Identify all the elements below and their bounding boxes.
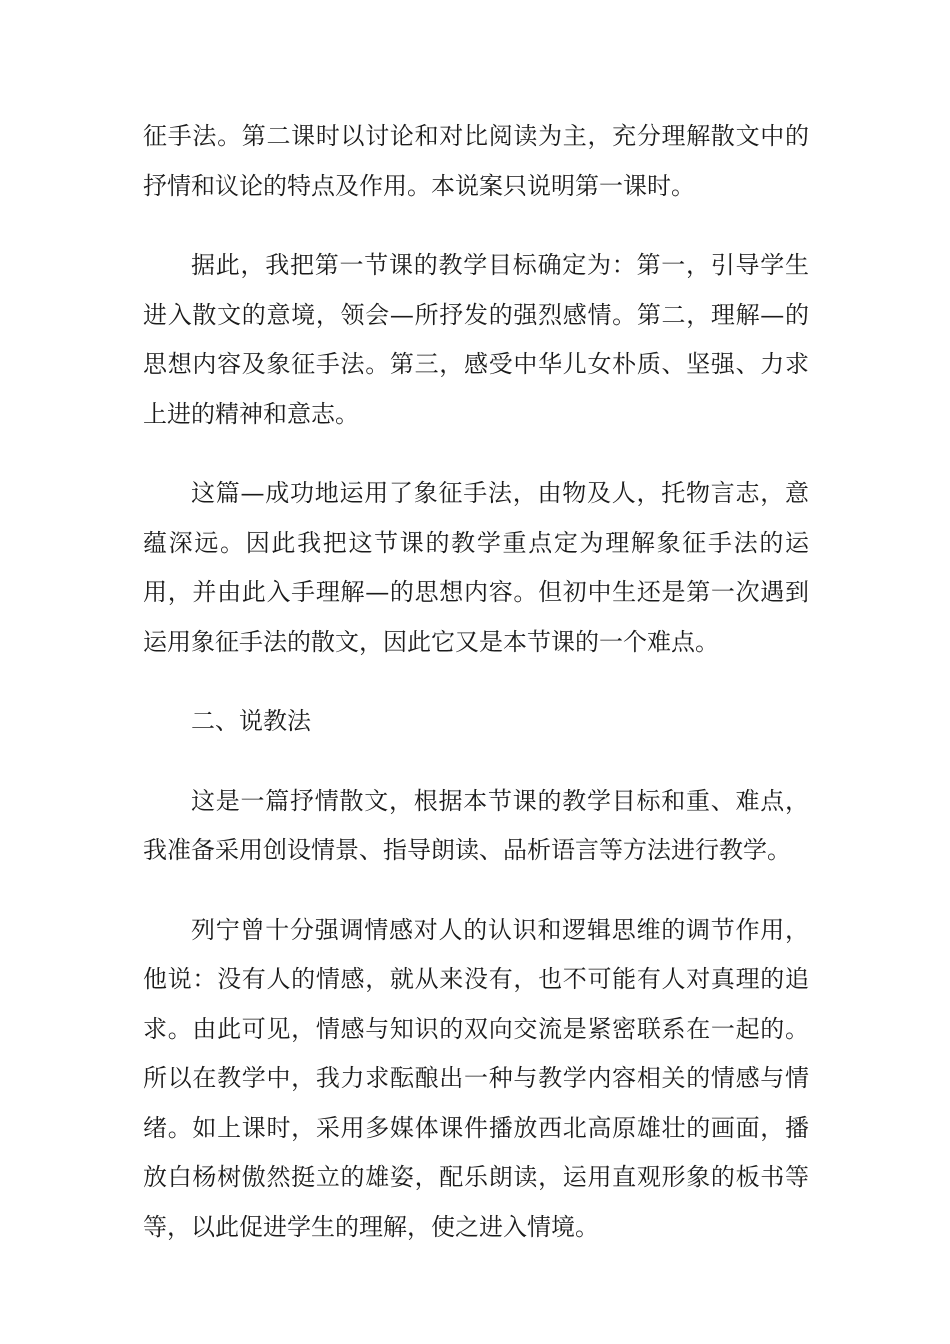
paragraph-method-intro: 这是一篇抒情散文，根据本节课的教学目标和重、难点，我准备采用创设情景、指导朗读、品析语言等方法进行教学。	[143, 786, 809, 864]
document-body	[143, 112, 809, 1282]
paragraph-teaching-goals: 据此，我把第一节课的教学目标确定为：第一，引导学生进入散文的意境，领会—所抒发的强烈感情。第二，理解—的思想内容及象征手法。第三，感受中华儿女朴质、坚强、力求上进的精神和意志。	[143, 251, 809, 428]
paragraph-continuation: 征手法。第二课时以讨论和对比阅读为主，充分理解散文中的抒情和议论的特点及作用。本说案只说明第一课时。	[143, 122, 809, 200]
section-heading-teaching-method: 二、说教法	[191, 707, 311, 735]
paragraph-key-points: 这篇—成功地运用了象征手法，由物及人，托物言志，意蕴深远。因此我把这节课的教学重点定为理解象征手法的运用，并由此入手理解—的思想内容。但初中生还是第一次遇到运用象征手法的散文，因此它又是本节课的一个难点。	[143, 479, 809, 656]
paragraph-emotion-teaching: 列宁曾十分强调情感对人的认识和逻辑思维的调节作用，他说：没有人的情感，就从来没有，也不可能有人对真理的追求。由此可见，情感与知识的双向交流是紧密联系在一起的。所以在教学中，我力求酝酿出一种与教学内容相关的情感与情绪。如上课时，采用多媒体课件播放西北高原雄壮的画面，播放白杨树傲然挺立的雄姿，配乐朗读，运用直观形象的板书等等，以此促进学生的理解，使之进入情境。	[143, 915, 809, 1241]
